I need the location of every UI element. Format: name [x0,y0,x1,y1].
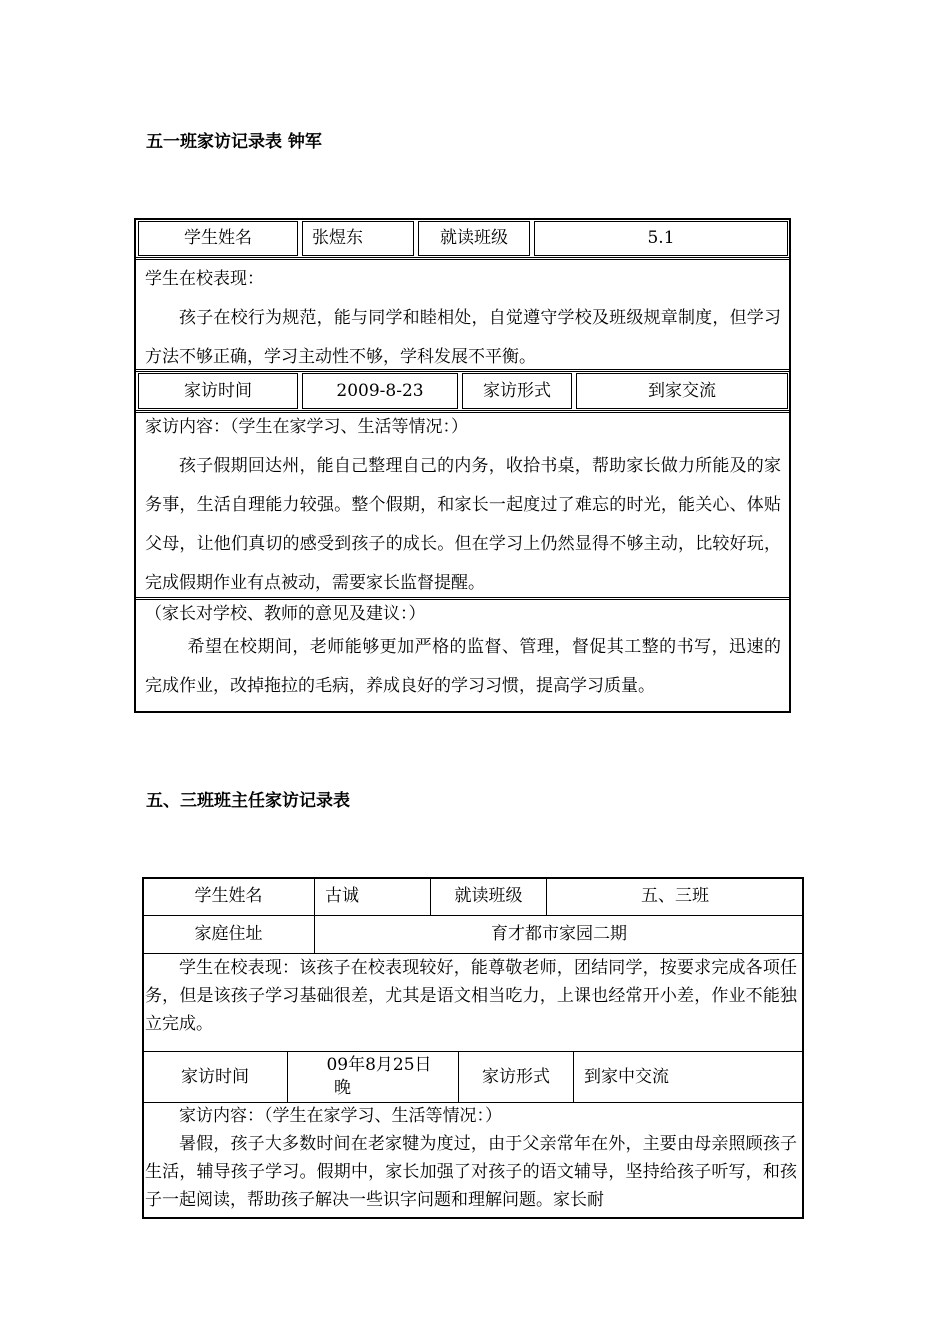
t1-visit-form-text: 到家交流 [648,380,716,401]
t2-visit-time-label [143,1052,287,1102]
t1-parent-opinion [145,600,781,706]
t1-student-name-label [138,221,298,256]
t2-visit-content [145,1102,797,1214]
t1-school-performance [145,260,781,377]
t2-school-performance: 学生在校表现：该孩子在校表现较好，能尊敬老师，团结同学，按要求完成各项任务，但是该孩子学习基础很差，尤其是语文相当吃力，上课也经常开小差，作业不能独立完成。 [145,958,797,1034]
t2-visit-content-label: 家访内容：（学生在家学习、生活等情况：） [179,1106,502,1126]
t1-class-label [418,221,530,256]
t1-visit-time-text: 2009-8-23 [336,380,424,401]
t1-school-perf-text: 孩子在校行为规范，能与同学和睦相处，自觉遵守学校及班级规章制度，但学习方法不够正确，学习主动性不够，学科发展不平衡。 [145,308,781,367]
t2-visit-time-line2: 晚 [334,1078,351,1098]
t2-visit-time-label-text: 家访时间 [181,1066,249,1087]
t2-student-name-label-text: 学生姓名 [194,886,263,906]
t1-visit-time-label [138,373,298,409]
t2-student-name-label [143,878,314,915]
t1-school-perf-label: 学生在校表现： [145,269,264,289]
t2-student-name-text: 古诚 [325,886,359,906]
t1-visit-content [145,408,781,603]
t2-class-label [431,878,546,915]
t1-visit-time [302,373,458,409]
t1-student-name-label-text: 学生姓名 [184,228,252,248]
t2-address-label-text: 家庭住址 [194,924,263,944]
t1-visit-time-label-text: 家访时间 [184,380,252,401]
t1-divider [136,369,789,372]
t1-class-value [534,221,788,256]
t2-class-label-text: 就读班级 [454,886,523,906]
t1-visit-form-label-text: 家访形式 [483,380,551,401]
t1-student-name-text: 张煜东 [312,228,363,248]
t1-student-name [302,221,414,256]
t2-address-text: 育才都市家园二期 [491,924,627,944]
t2-visit-form-label-text: 家访形式 [482,1066,550,1087]
t1-visit-form [576,373,788,409]
table1-title: 五一班家访记录表 钟军 [146,132,322,152]
t1-parent-opinion-label: （家长对学校、教师的意见及建议：） [145,604,426,624]
t2-visit-form-label [459,1052,573,1102]
t2-address [315,916,803,953]
t2-visit-time-line1: 09年8月25日 [326,1055,432,1075]
t2-address-label [143,916,314,953]
t2-visit-content-text: 暑假，孩子大多数时间在老家犍为度过，由于父亲常年在外，主要由母亲照顾孩子生活，辅导孩子学习。假期中，家长加强了对孩子的语文辅导，坚持给孩子听写，和孩子一起阅读，帮助孩子解决一些识字问题和理解问题。家长耐 [145,1134,797,1210]
table2-title: 五、三班班主任家访记录表 [146,791,350,811]
t2-class-value-text: 五、三班 [641,886,709,906]
t1-class-value-text: 5.1 [647,228,675,248]
t2-visit-form [574,1052,803,1102]
t1-class-label-text: 就读班级 [440,228,508,248]
t1-parent-opinion-text: 希望在校期间，老师能够更加严格的监督、管理，督促其工整的书写，迅速的完成作业，改掉拖拉的毛病，养成良好的学习习惯，提高学习质量。 [145,637,781,696]
t2-student-name [315,878,430,915]
t1-visit-content-text: 孩子假期回达州，能自己整理自己的内务，收拾书桌，帮助家长做力所能及的家务事，生活自理能力较强。整个假期，和家长一起度过了难忘的时光，能关心、体贴父母，让他们真切的感受到孩子的成长。但在学习上仍然显得不够主动，比较好玩，完成假期作业有点被动，需要家长监督提醒。 [145,456,781,593]
t1-visit-form-label [462,373,572,409]
t2-class-value [547,878,803,915]
t1-visit-content-label: 家访内容：（学生在家学习、生活等情况：） [145,417,468,437]
t2-visit-time [288,1054,458,1100]
t2-visit-form-text: 到家中交流 [584,1066,669,1087]
